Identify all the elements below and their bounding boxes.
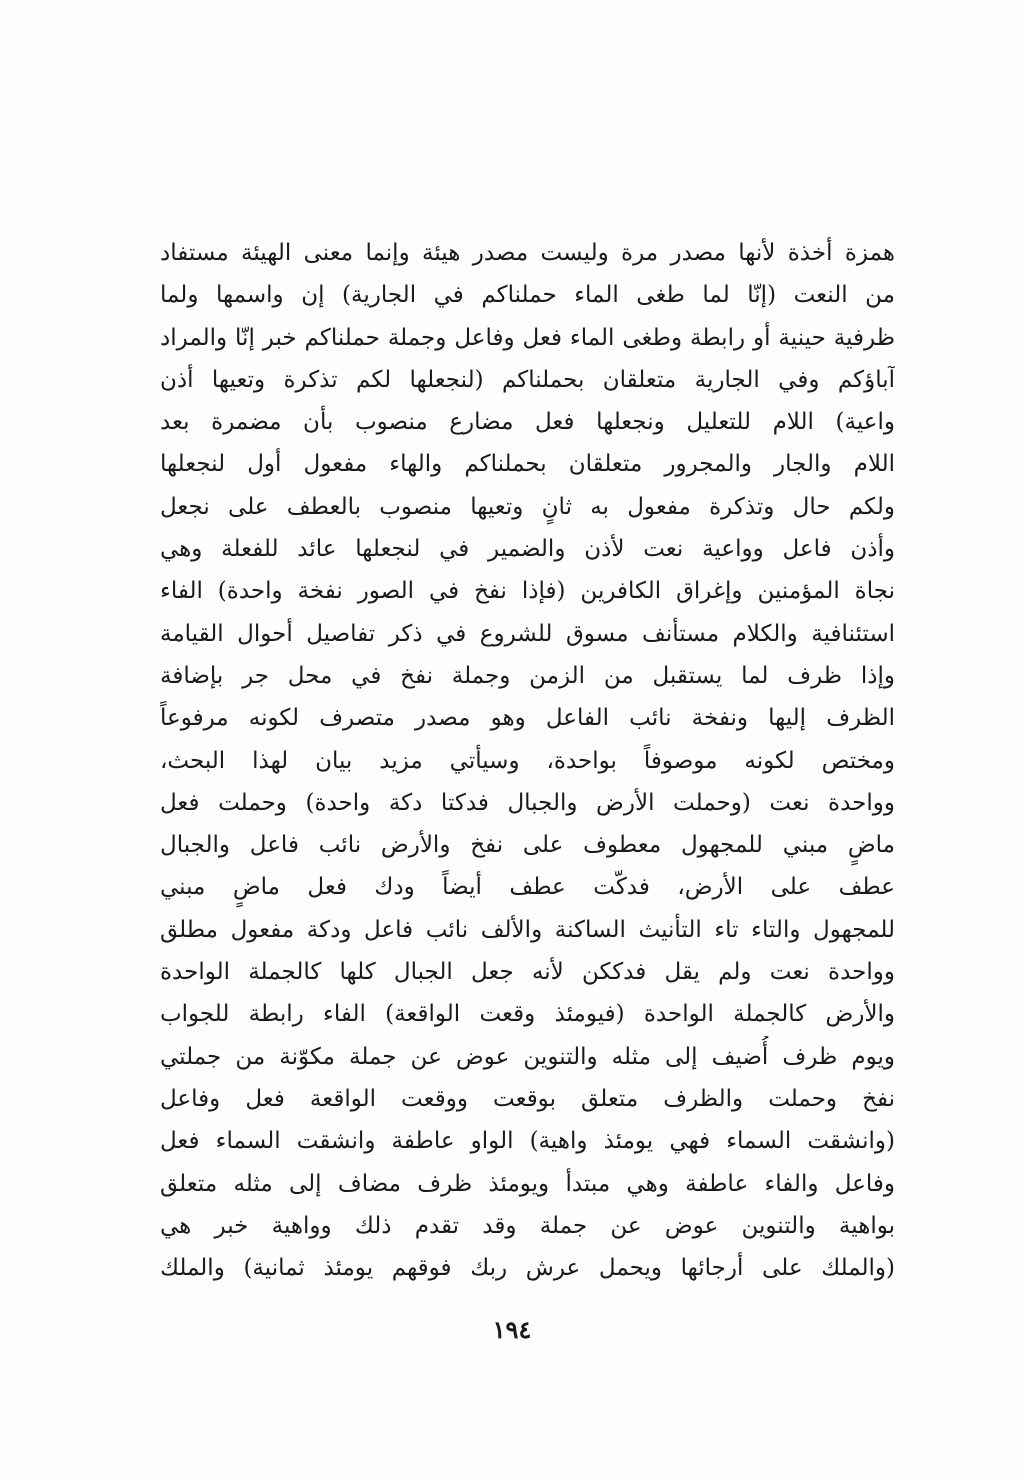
text-line: ويوم ظرف أُضيف إلى مثله والتنوين عوض عن جملة مكوّنة من جملتي <box>160 1043 895 1070</box>
text-line: والأرض كالجملة الواحدة (فيومئذ وقعت الواقعة) الفاء رابطة للجواب <box>160 1001 895 1028</box>
text-line: اللام والجار والمجرور متعلقان بحملناكم والهاء مفعول أول لنجعلها <box>160 451 895 478</box>
text-line: (وانشقت السماء فهي يومئذ واهية) الواو عاطفة وانشقت السماء فعل <box>160 1128 895 1155</box>
text-line: ماضٍ مبني للمجهول معطوف على نفخ والأرض نائب فاعل والجبال <box>160 832 895 859</box>
text-line: عطف على الأرض، فدكّت عطف أيضاً ودك فعل ماضٍ مبني <box>160 874 895 901</box>
text-line: ولكم حال وتذكرة مفعول به ثانٍ وتعيها منصوب بالعطف على نجعل <box>160 493 895 520</box>
text-line: بواهية والتنوين عوض عن جملة وقد تقدم ذلك وواهية خبر هي <box>160 1212 895 1239</box>
text-line: نفخ وحملت والظرف متعلق بوقعت ووقعت الواقعة فعل وفاعل <box>160 1085 895 1112</box>
text-line: استئنافية والكلام مستأنف مسوق للشروع في ذكر تفاصيل أحوال القيامة <box>160 620 895 647</box>
text-line: همزة أخذة لأنها مصدر مرة وليست مصدر هيئة وإنما معنى الهيئة مستفاد <box>160 240 895 266</box>
text-line: للمجهول والتاء تاء التأنيث الساكنة والألف نائب فاعل ودكة مفعول مطلق <box>160 916 895 943</box>
text-line: واعية) اللام للتعليل ونجعلها فعل مضارع منصوب بأن مضمرة بعد <box>160 409 895 436</box>
page-number: ١٩٤ <box>492 1315 532 1344</box>
text-line: وفاعل والفاء عاطفة وهي مبتدأ ويومئذ ظرف مضاف إلى مثله متعلق <box>160 1170 895 1197</box>
text-line: (والملك على أرجائها ويحمل عرش ربك فوقهم يومئذ ثمانية) والملك <box>160 1255 895 1282</box>
text-line: ظرفية حينية أو رابطة وطغى الماء فعل وفاعل وجملة حملناكم خبر إنّا والمراد <box>160 324 895 351</box>
text-line: وواحدة نعت (وحملت الأرض والجبال فدكتا دكة واحدة) وحملت فعل <box>160 789 895 816</box>
text-line: وإذا ظرف لما يستقبل من الزمن وجملة نفخ في محل جر بإضافة <box>160 662 895 689</box>
text-line: آباؤكم وفي الجارية متعلقان بحملناكم (لنجعلها لكم تذكرة وتعيها أذن <box>160 366 895 393</box>
text-line: الظرف إليها ونفخة نائب الفاعل وهو مصدر متصرف لكونه مرفوعاً <box>160 705 895 732</box>
body-text <box>160 232 895 1289</box>
text-line: وأذن فاعل وواعية نعت لأذن والضمير في لنجعلها عائد للفعلة وهي <box>160 536 895 563</box>
text-line: نجاة المؤمنين وإغراق الكافرين (فإذا نفخ في الصور نفخة واحدة) الفاء <box>160 578 895 605</box>
text-line: من النعت (إنّا لما طغى الماء حملناكم في الجارية) إن واسمها ولما <box>160 282 895 309</box>
text-line: ومختص لكونه موصوفاً بواحدة، وسيأتي مزيد بيان لهذا البحث، <box>160 747 895 774</box>
text-line: وواحدة نعت ولم يقل فدككن لأنه جعل الجبال كلها كالجملة الواحدة <box>160 959 895 986</box>
